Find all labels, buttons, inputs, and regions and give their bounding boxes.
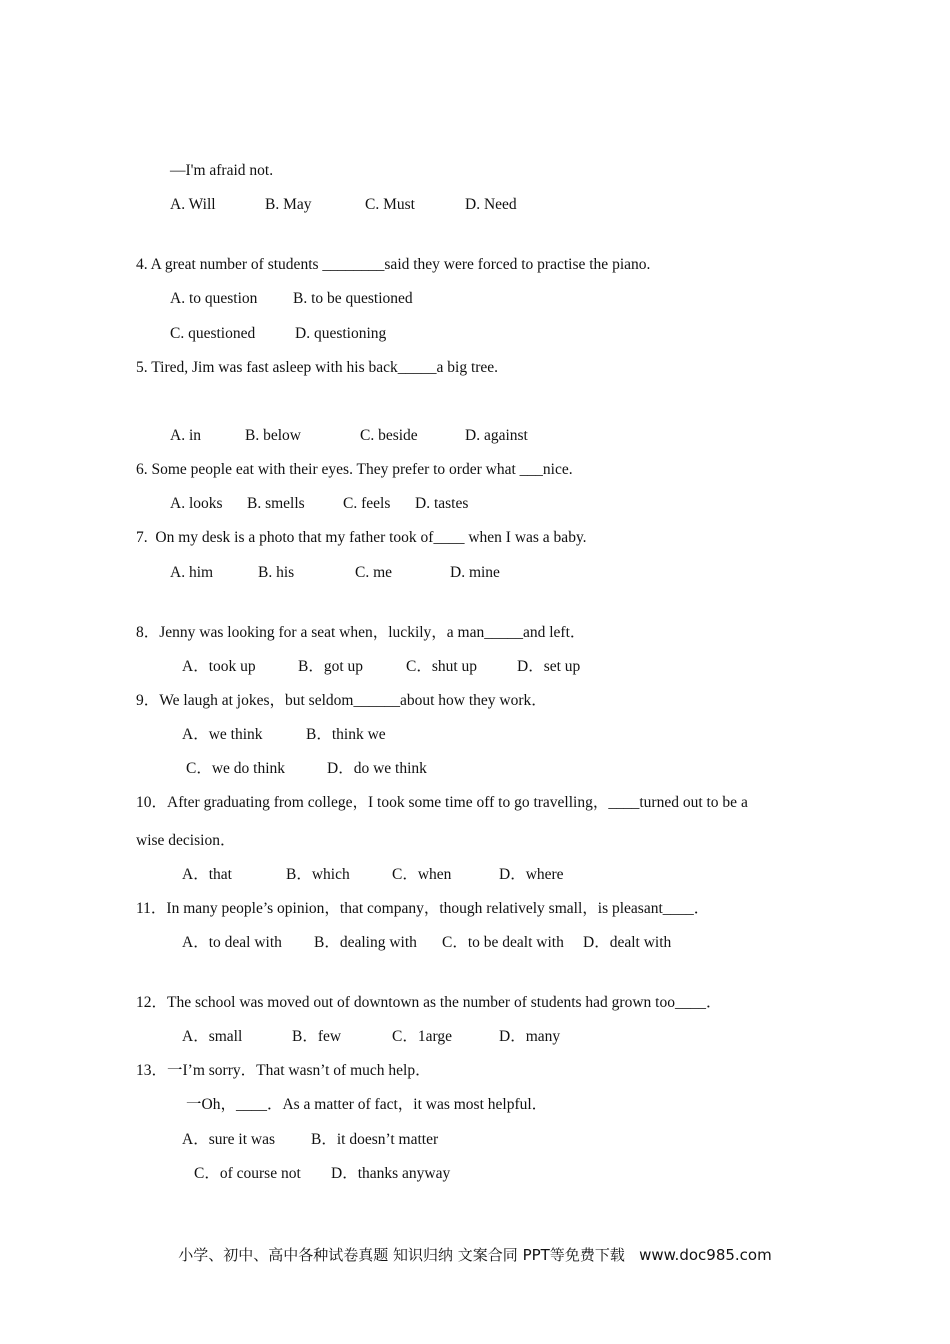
- q12-option-a: A．small: [182, 1028, 243, 1045]
- q10-option-d: D．where: [499, 866, 564, 883]
- q11-stem: 11．In many people’s opinion，that company，though relatively small，is pleasant____．: [136, 900, 710, 917]
- q3-option-a: A. Will: [170, 196, 216, 213]
- q11-option-b: B．dealing with: [314, 934, 417, 951]
- q12-option-b: B．few: [292, 1028, 342, 1045]
- q8-option-c: C．shut up: [406, 658, 478, 675]
- q8-stem: 8．Jenny was looking for a seat when，luckily，a man_____and left．: [136, 624, 586, 641]
- q6-option-a: A. looks: [170, 495, 223, 512]
- q7-option-c: C. me: [355, 564, 393, 581]
- q10-option-b: B．which: [286, 866, 350, 883]
- q8-option-d: D．set up: [517, 658, 581, 675]
- q10-option-a: A．that: [182, 866, 232, 883]
- q4-option-d: D. questioning: [295, 325, 387, 342]
- q5-option-b: B. below: [245, 427, 301, 444]
- q12-option-d: D．many: [499, 1028, 561, 1045]
- q11-option-d: D．dealt with: [583, 934, 672, 951]
- q4-option-a: A. to question: [170, 290, 258, 307]
- q10-stem-line1: 10．After graduating from college，I took some time off to go travelling，____turned out to be a: [136, 794, 748, 811]
- q9-option-c: C．we do think: [186, 760, 286, 777]
- q6-option-c: C. feels: [343, 495, 391, 512]
- q4-stem: 4. A great number of students ________said they were forced to practise the piano.: [136, 256, 651, 273]
- q8-option-b: B．got up: [298, 658, 364, 675]
- q3-reply: —I'm afraid not.: [170, 162, 274, 179]
- q7-option-d: D. mine: [450, 564, 500, 581]
- q6-option-b: B. smells: [247, 495, 305, 512]
- q12-option-c: C．1arge: [392, 1028, 452, 1045]
- q10-option-c: C．when: [392, 866, 452, 883]
- q13-option-c: C．of course not: [194, 1165, 301, 1182]
- q9-option-a: A．we think: [182, 726, 263, 743]
- q13-option-b: B．it doesn’t matter: [311, 1131, 439, 1148]
- q7-option-b: B. his: [258, 564, 295, 581]
- q13-option-a: A．sure it was: [182, 1131, 275, 1148]
- page-footer: 小学、初中、高中各种试卷真题 知识归纳 文案合同 PPT等免费下载 www.doc985.com: [178, 1246, 772, 1264]
- q3-option-b: B. May: [265, 196, 312, 213]
- q11-option-a: A．to deal with: [182, 934, 282, 951]
- q11-option-c: C．to be dealt with: [442, 934, 564, 951]
- q9-stem: 9．We laugh at jokes，but seldom______about how they work．: [136, 692, 547, 709]
- q6-stem: 6. Some people eat with their eyes. They prefer to order what ___nice.: [136, 461, 573, 478]
- q9-option-d: D．do we think: [327, 760, 427, 777]
- q5-stem: 5. Tired, Jim was fast asleep with his back_____a big tree.: [136, 359, 499, 376]
- q8-option-a: A．took up: [182, 658, 256, 675]
- q13-reply: 一Oh，____．As a matter of fact，it was most helpful．: [186, 1096, 548, 1113]
- q5-option-c: C. beside: [360, 427, 418, 444]
- q4-option-b: B. to be questioned: [293, 290, 413, 307]
- q13-option-d: D．thanks anyway: [331, 1165, 451, 1182]
- q7-option-a: A. him: [170, 564, 214, 581]
- q6-option-d: D. tastes: [415, 495, 469, 512]
- q9-option-b: B．think we: [306, 726, 386, 743]
- q3-option-d: D. Need: [465, 196, 517, 213]
- q10-stem-line2: wise decision．: [136, 832, 236, 849]
- q5-option-a: A. in: [170, 427, 201, 444]
- q12-stem: 12．The school was moved out of downtown as the number of students had grown too____．: [136, 994, 722, 1011]
- q13-stem: 13．一I’m sorry．That wasn’t of much help．: [136, 1062, 431, 1079]
- q3-option-c: C. Must: [365, 196, 415, 213]
- q5-option-d: D. against: [465, 427, 528, 444]
- q7-stem: 7. On my desk is a photo that my father took of____ when I was a baby.: [136, 529, 587, 546]
- q4-option-c: C. questioned: [170, 325, 256, 342]
